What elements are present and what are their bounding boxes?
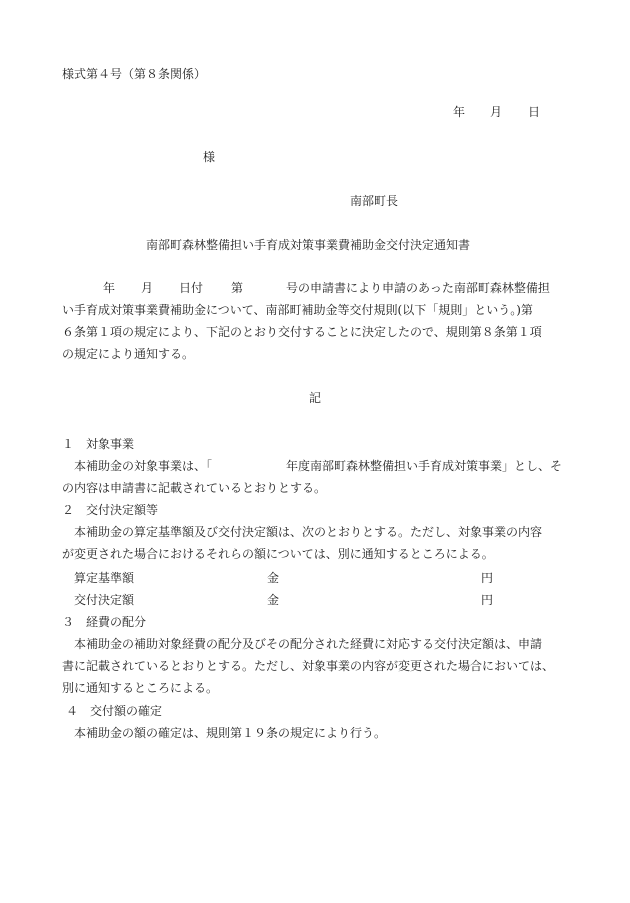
document-title: 南部町森林整備担い手育成対策事業費補助金交付決定通知書	[146, 238, 471, 252]
amount-kin: 金	[267, 593, 280, 607]
body-line1-rest: 号の申請書により申請のあった南部町森林整備担	[286, 281, 550, 295]
date-year: 年	[453, 105, 466, 119]
body-line2: い手育成対策事業費補助金について、南部町補助金等交付規則(以下「規則」という。)第	[62, 303, 533, 317]
section-3-heading: ３ 経費の配分	[62, 615, 147, 629]
addressee-honorific: 様	[203, 150, 216, 164]
section-2-line2: が変更された場合におけるそれらの額については、別に通知するところによる。	[62, 547, 494, 561]
section-2-line1: 本補助金の算定基準額及び交付決定額は、次のとおりとする。ただし、対象事業の内容	[74, 525, 543, 539]
body-number-prefix: 第	[231, 281, 244, 295]
body-month: 月	[141, 281, 154, 295]
date-day: 日	[528, 105, 541, 119]
section-3-line3: 別に通知するところによる。	[62, 681, 219, 695]
section-1-line2: の内容は申請書に記載されているとおりとする。	[62, 481, 327, 495]
amount-yen: 円	[481, 571, 494, 585]
amount-kin: 金	[267, 571, 280, 585]
body-year: 年	[103, 281, 116, 295]
amount-label-decision: 交付決定額	[74, 593, 135, 607]
body-line3: ６条第１項の規定により、下記のとおり交付することに決定したので、規則第８条第１項	[62, 325, 542, 339]
amount-label-standard: 算定基準額	[74, 571, 135, 585]
amount-yen: 円	[481, 593, 494, 607]
body-line4: の規定により通知する。	[62, 347, 195, 361]
section-1-heading: １ 対象事業	[62, 437, 135, 451]
date-month: 月	[490, 105, 503, 119]
ki-marker: 記	[309, 391, 322, 405]
section-4-heading: ４ 交付額の確定	[66, 704, 163, 718]
section-3-line1: 本補助金の補助対象経費の配分及びその配分された経費に対応する交付決定額は、申請	[74, 637, 543, 651]
section-2-heading: ２ 交付決定額等	[62, 503, 159, 517]
body-day-dated: 日付	[179, 281, 204, 295]
form-number: 様式第４号（第８条関係）	[62, 67, 207, 81]
section-3-line2: 書に記載されているとおりとする。ただし、対象事業の内容が変更された場合においては、	[62, 659, 555, 673]
section-4-line1: 本補助金の額の確定は、規則第１９条の規定により行う。	[74, 726, 387, 740]
section-1-line1-a: 本補助金の対象事業は、「	[74, 459, 213, 473]
sender: 南部町長	[350, 194, 399, 208]
section-1-line1-b: 年度南部町森林整備担い手育成対策事業」とし、そ	[286, 459, 563, 473]
